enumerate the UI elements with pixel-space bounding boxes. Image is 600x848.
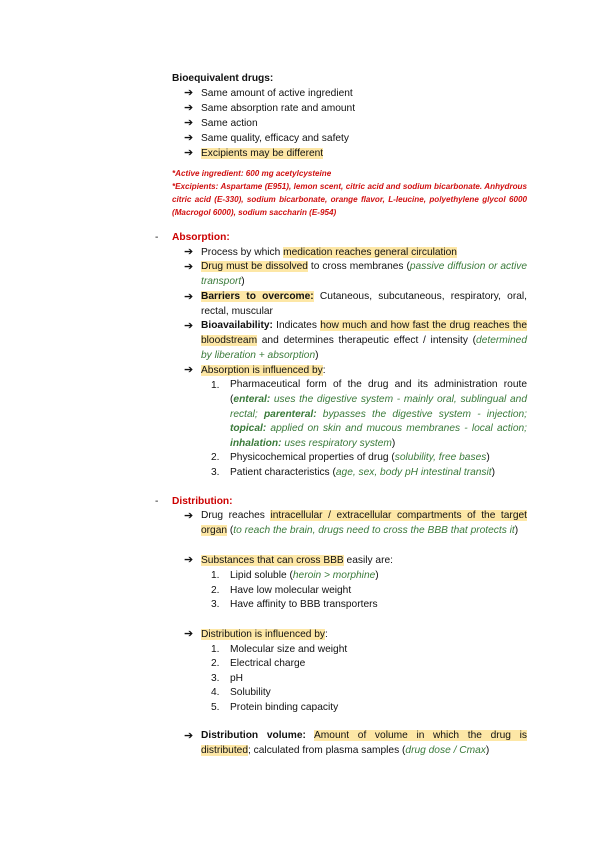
list-number: 2.	[211, 452, 220, 463]
list-number: 2.	[211, 585, 220, 596]
term: inhalation:	[230, 438, 282, 450]
text: Patient characteristics (	[230, 467, 336, 478]
arrow-icon: ➔	[184, 364, 194, 376]
highlight: Distribution is influenced by	[201, 629, 326, 640]
arrow-icon: ➔	[184, 628, 194, 640]
text: Cutaneous, subcutaneous, respiratory, oral, rectal, muscular	[201, 291, 527, 317]
text: to cross membranes (	[307, 261, 410, 272]
distribution-point-3	[201, 627, 328, 642]
absorption-factor-2	[230, 450, 490, 465]
distribution-point-2	[201, 553, 393, 568]
arrow-icon: ➔	[184, 102, 194, 114]
active-ingredient-note: *Active ingredient: 600 mg acetylcysteine	[172, 169, 332, 178]
text: :	[325, 629, 328, 640]
note: age, sex, body pH intestinal transit	[335, 467, 492, 478]
list-number: 3.	[211, 673, 220, 684]
list-number: 1.	[211, 380, 220, 391]
arrow-icon: ➔	[184, 246, 194, 258]
text: )	[491, 467, 496, 478]
section-dash: -	[155, 232, 159, 243]
absorption-point-2	[201, 260, 527, 290]
arrow-icon: ➔	[184, 132, 194, 144]
arrow-icon: ➔	[184, 117, 194, 129]
note: uses the digestive system - mainly oral, sublingual and rectal;	[230, 393, 527, 420]
arrow-icon: ➔	[184, 147, 194, 159]
bbb-item: Have affinity to BBB transporters	[230, 599, 378, 610]
text: Pharmaceutical form of the drug and its administration route (	[230, 379, 527, 405]
text: Process by which	[201, 247, 284, 258]
text: easily are:	[343, 555, 393, 566]
text: Drug reaches	[201, 510, 271, 521]
arrow-icon: ➔	[184, 87, 194, 99]
note: bypasses the digestive system - injection;	[316, 408, 527, 420]
highlight: Substances that can cross BBB	[201, 555, 344, 566]
arrow-icon: ➔	[184, 291, 194, 303]
distribution-factor: Protein binding capacity	[230, 702, 339, 713]
text: ; calculated from plasma samples (	[248, 744, 406, 756]
note: uses respiratory system	[281, 438, 392, 450]
note: applied on skin and mucous membranes - local action;	[266, 423, 527, 435]
distribution-factor: pH	[230, 673, 244, 684]
distribution-title: Distribution:	[172, 496, 233, 507]
note: solubility, free bases	[394, 452, 487, 463]
distribution-point-4	[201, 729, 527, 759]
bbb-item: Have low molecular weight	[230, 585, 352, 596]
absorption-title: Absorption:	[172, 232, 230, 243]
note: to reach the brain, drugs need to cross the BBB that protects it	[233, 524, 515, 536]
text: )	[315, 349, 319, 361]
highlight: Amount of volume in which the drug is distributed	[201, 730, 527, 756]
list-number: 2.	[211, 658, 220, 669]
text: )	[375, 570, 379, 581]
text: :	[322, 365, 326, 376]
text: )	[241, 275, 245, 287]
text: )	[485, 744, 490, 756]
text: Lipid soluble (	[230, 570, 293, 581]
list-number: 4.	[211, 687, 220, 698]
text: Indicates	[272, 320, 321, 331]
bioequivalent-title: Bioequivalent drugs:	[172, 73, 274, 84]
arrow-icon: ➔	[184, 510, 194, 522]
text: Physicochemical properties of drug (	[230, 452, 395, 463]
highlight: medication reaches general circulation	[283, 247, 457, 258]
list-number: 3.	[211, 599, 220, 610]
note: drug dose / Cmax	[405, 744, 486, 756]
arrow-icon: ➔	[184, 320, 194, 332]
arrow-icon: ➔	[184, 261, 194, 273]
text: (	[227, 524, 234, 536]
bioequivalent-item: Same quality, efficacy and safety	[201, 133, 349, 144]
highlight: Absorption is influenced by	[201, 365, 323, 376]
term: parenteral:	[263, 408, 317, 420]
absorption-factor-3	[230, 465, 495, 480]
note: passive diffusion or active transport	[201, 261, 528, 287]
highlight: how much and how fast the drug reaches the bloodstream	[201, 320, 528, 346]
absorption-factor-1	[230, 378, 527, 452]
arrow-icon: ➔	[184, 554, 194, 566]
note: heroin > morphine	[292, 570, 376, 581]
label: Bioavailability:	[201, 320, 273, 331]
absorption-point-5	[201, 363, 326, 378]
bioequivalent-item-highlight	[201, 146, 323, 161]
term: enteral:	[233, 393, 271, 405]
term: topical:	[230, 423, 267, 435]
list-number: 3.	[211, 467, 220, 478]
text: )	[514, 524, 519, 536]
distribution-factor: Electrical charge	[230, 658, 306, 669]
bioequivalent-item: Same amount of active ingredient	[201, 88, 353, 99]
text: and determines therapeutic effect / intensity (	[257, 334, 477, 346]
bbb-item	[230, 568, 379, 583]
arrow-icon: ➔	[184, 730, 194, 742]
highlight: Barriers to overcome:	[201, 291, 314, 302]
list-number: 5.	[211, 702, 220, 713]
absorption-point-4	[201, 319, 527, 363]
highlight: Drug must be dissolved	[201, 261, 308, 272]
label: Distribution volume:	[201, 730, 306, 741]
note: determined by liberation + absorption	[201, 334, 527, 361]
distribution-point-1	[201, 509, 527, 539]
text: )	[486, 452, 490, 463]
bioequivalent-item: Same absorption rate and amount	[201, 103, 356, 114]
absorption-point-3	[201, 290, 527, 320]
highlight: intracellular / extracellular compartments of the target organ	[201, 510, 527, 536]
bioequivalent-item: Same action	[201, 118, 258, 129]
section-dash: -	[155, 496, 159, 507]
list-number: 1.	[211, 644, 220, 655]
distribution-factor: Solubility	[230, 687, 271, 698]
excipients-note: *Excipients: Aspartame (E951), lemon scent, citric acid and sodium bicarbonate. Anhydrous citric acid (E-330), sodium bicarbonate, orange flavor, L-leucine, polyethylene glycol 6000 (Macrogol 6000), sodium saccharin (E-954)	[172, 182, 527, 217]
distribution-factor: Molecular size and weight	[230, 644, 348, 655]
list-number: 1.	[211, 570, 220, 581]
absorption-point-1	[201, 245, 457, 260]
text: )	[391, 438, 396, 450]
highlight: Excipients may be different	[201, 148, 324, 159]
